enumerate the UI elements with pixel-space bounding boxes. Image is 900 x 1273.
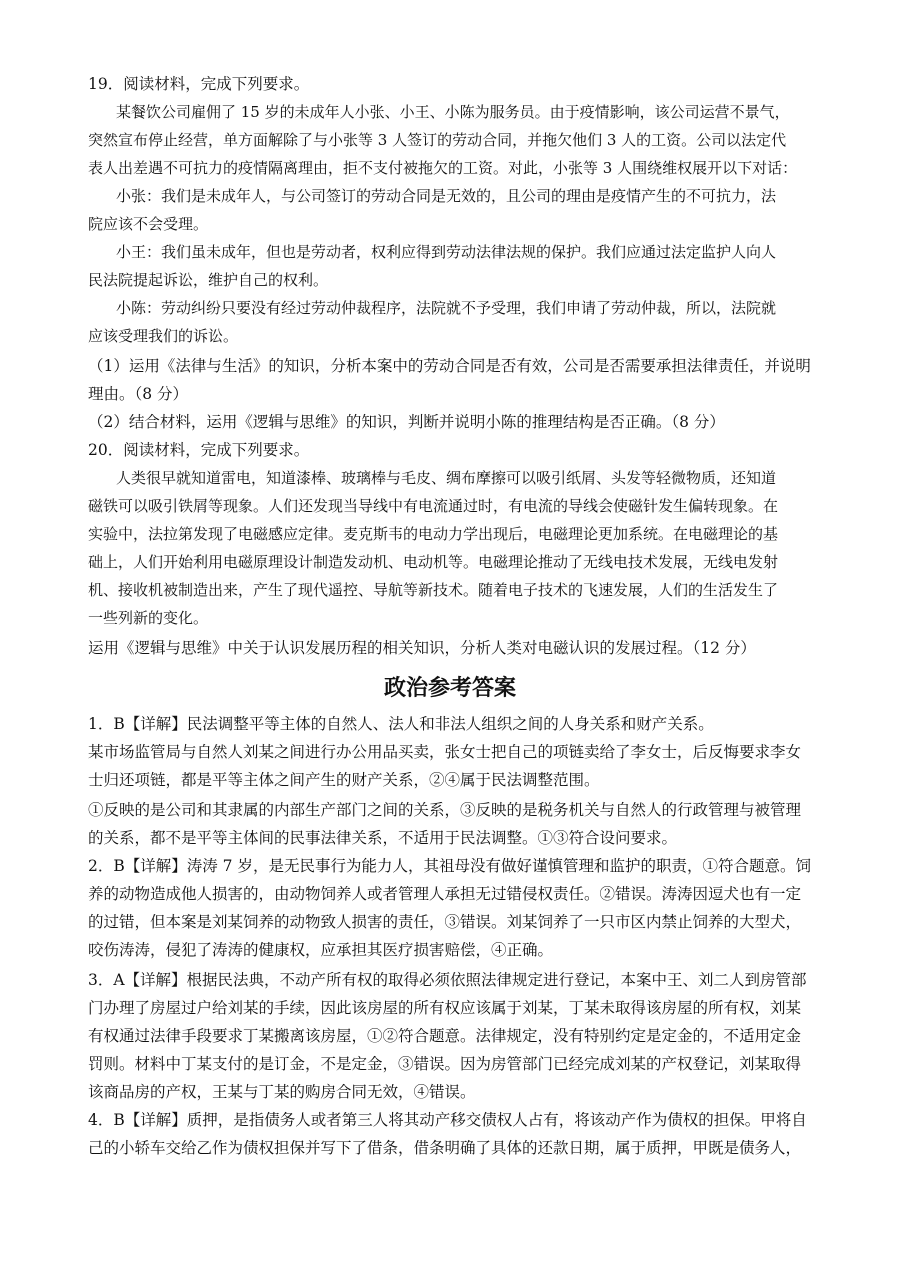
- q19-material-line: 应该受理我们的诉讼。: [88, 327, 239, 345]
- answer-line: 门办理了房屋过户给刘某的手续，因此该房屋的所有权应该属于刘某，丁某未取得该房屋的所有权，刘某: [88, 999, 802, 1017]
- q19-material-line: 民法院提起诉讼，维护自己的权利。: [88, 271, 329, 289]
- answer-line: 罚则。材料中丁某支付的是订金，不是定金，③错误。因为房管部门已经完成刘某的产权登记，刘某取得: [88, 1055, 802, 1073]
- answer-line: 该商品房的产权，王某与丁某的购房合同无效，④错误。: [88, 1083, 476, 1101]
- answer-line: 3．A【详解】根据民法典，不动产所有权的取得必须依照法律规定进行登记，本案中王、刘二人到房管部: [88, 971, 807, 989]
- q20-question: 运用《逻辑与思维》中关于认识发展历程的相关知识，分析人类对电磁认识的发展过程。（12 分）: [88, 639, 756, 657]
- answers-title: 政治参考答案: [383, 676, 516, 701]
- answer-line: 的关系，都不是平等主体间的民事法律关系，不适用于民法调整。①③符合设问要求。: [88, 829, 678, 847]
- q19-material-line: 小陈：劳动纠纷只要没有经过劳动仲裁程序，法院就不予受理，我们申请了劳动仲裁，所以，法院就: [116, 299, 777, 317]
- q19-subquestion-1: （1）运用《法律与生活》的知识，分析本案中的劳动合同是否有效，公司是否需要承担法律责任，并说明: [88, 357, 811, 375]
- q20-material-line: 实验中，法拉第发现了电磁感应定律。麦克斯韦的电动力学出现后，电磁理论更加系统。在电磁理论的基: [88, 525, 779, 543]
- answer-line: 4．B【详解】质押，是指债务人或者第三人将其动产移交债权人占有，将该动产作为债权的担保。甲将自: [88, 1111, 807, 1129]
- q20-material-line: 机、接收机被制造出来，产生了现代遥控、导航等新技术。随着电子技术的飞速发展，人们的生活发生了: [88, 581, 779, 599]
- answer-line: 2．B【详解】涛涛 7 岁，是无民事行为能力人，其祖母没有做好谨慎管理和监护的职责，①符合题意。饲: [88, 857, 811, 875]
- answer-line: 的过错，但本案是刘某饲养的动物致人损害的责任，③错误。刘某饲养了一只市区内禁止饲养的大型犬，: [88, 913, 802, 931]
- answer-line: 有权通过法律手段要求丁某搬离该房屋，①②符合题意。法律规定，没有特别约定是定金的，不适用定金: [88, 1027, 802, 1045]
- q19-material-line: 表人出差遇不可抗力的疫情隔离理由，拒不支付被拖欠的工资。对此，小张等 3 人围绕维权展开以下对话：: [88, 159, 798, 177]
- q19-material-line: 某餐饮公司雇佣了 15 岁的未成年人小张、小王、小陈为服务员。由于疫情影响，该公司运营不景气，: [116, 103, 790, 121]
- answer-line: 己的小轿车交给乙作为债权担保并写下了借条，借条明确了具体的还款日期，属于质押，甲既是债务人，: [88, 1139, 802, 1157]
- q19-subquestion-1-cont: 理由。（8 分）: [88, 385, 189, 403]
- answer-line: 某市场监管局与自然人刘某之间进行办公用品买卖，张女士把自己的项链卖给了李女士，后反悔要求李女: [88, 743, 802, 761]
- q20-material-line: 础上，人们开始利用电磁原理设计制造发动机、电动机等。电磁理论推动了无线电技术发展，无线电发射: [88, 553, 779, 571]
- answer-line: 士归还项链，都是平等主体之间产生的财产关系，②④属于民法调整范围。: [88, 771, 600, 789]
- q19-material-line: 小王：我们虽未成年，但也是劳动者，权利应得到劳动法律法规的保护。我们应通过法定监护人向人: [116, 243, 777, 261]
- q19-material-line: 突然宣布停止经营，单方面解除了与小张等 3 人签订的劳动合同，并拖欠他们 3 人的工资。公司以法定代: [88, 131, 787, 149]
- q20-material-line: 人类很早就知道雷电，知道漆棒、玻璃棒与毛皮、绸布摩擦可以吸引纸屑、头发等轻微物质，还知道: [116, 469, 777, 487]
- answer-line: ①反映的是公司和其隶属的内部生产部门之间的关系，③反映的是税务机关与自然人的行政管理与被管理: [88, 801, 802, 819]
- q20-material-line: 磁铁可以吸引铁屑等现象。人们还发现当导线中有电流通过时，有电流的导线会使磁针发生偏转现象。在: [88, 497, 779, 515]
- answer-line: 咬伤涛涛，侵犯了涛涛的健康权，应承担其医疗损害赔偿，④正确。: [88, 941, 554, 959]
- q19-heading: 19．阅读材料，完成下列要求。: [88, 75, 310, 93]
- q20-heading: 20．阅读材料，完成下列要求。: [88, 441, 310, 459]
- answer-line: 养的动物造成他人损害的，由动物饲养人或者管理人承担无过错侵权责任。②错误。涛涛因逗犬也有一定: [88, 885, 802, 903]
- q19-material-line: 小张：我们是未成年人，与公司签订的劳动合同是无效的，且公司的理由是疫情产生的不可抗力，法: [116, 187, 777, 205]
- answer-line: 1．B【详解】民法调整平等主体的自然人、法人和非法人组织之间的人身关系和财产关系。: [88, 715, 714, 733]
- q19-material-line: 院应该不会受理。: [88, 215, 209, 233]
- q19-subquestion-2: （2）结合材料，运用《逻辑与思维》的知识，判断并说明小陈的推理结构是否正确。（8 分）: [88, 413, 725, 431]
- q20-material-line: 一些列新的变化。: [88, 609, 209, 627]
